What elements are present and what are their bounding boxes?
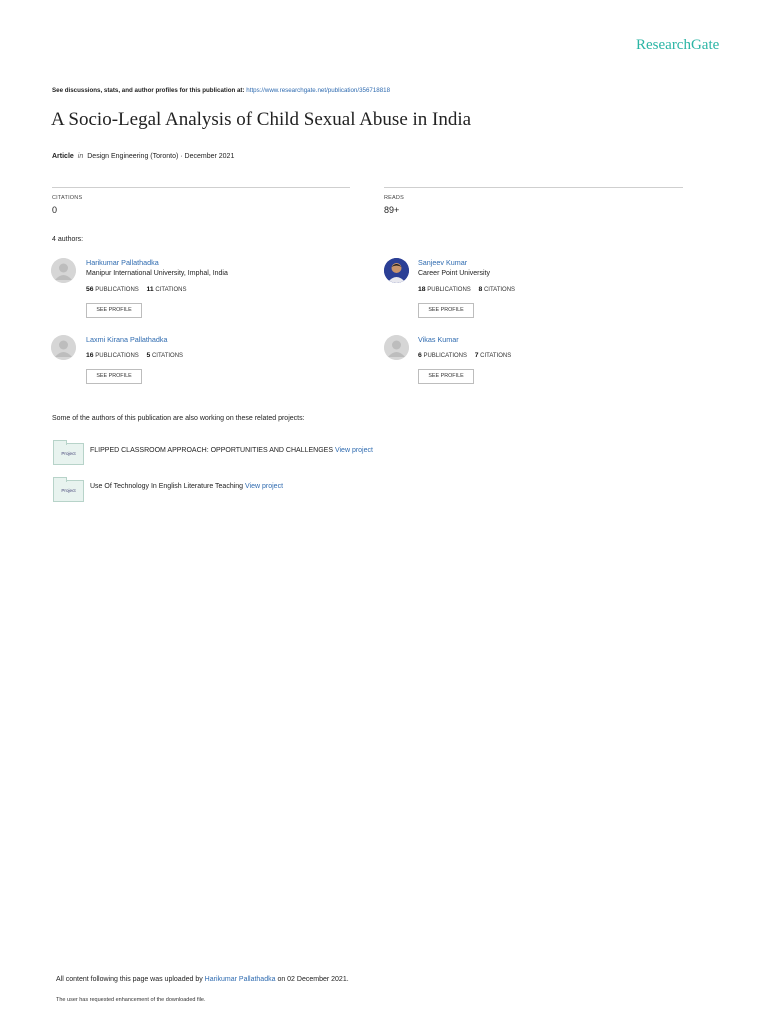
enhancement-note: The user has requested enhancement of the downloaded file. bbox=[56, 997, 206, 1003]
upload-note bbox=[56, 976, 349, 983]
see-profile-button[interactable]: SEE PROFILE bbox=[418, 369, 474, 384]
project-row bbox=[90, 483, 283, 490]
article-type: Article bbox=[52, 153, 74, 160]
see-profile-button[interactable]: SEE PROFILE bbox=[418, 303, 474, 318]
publications-label: PUBLICATIONS bbox=[423, 353, 468, 359]
author-affiliation: Career Point University bbox=[418, 270, 490, 277]
publication-url-link[interactable]: https://www.researchgate.net/publication/356718818 bbox=[246, 87, 391, 94]
project-folder-icon: Project bbox=[53, 480, 84, 502]
reads-value: 89+ bbox=[384, 205, 400, 215]
citations-count: 5 bbox=[146, 352, 151, 359]
photo-avatar-icon[interactable] bbox=[384, 258, 409, 283]
author-name-link[interactable]: Vikas Kumar bbox=[418, 335, 459, 344]
project-title: Use Of Technology In English Literature Teaching bbox=[90, 483, 244, 490]
in-label: in bbox=[77, 153, 84, 160]
see-profile-button[interactable]: SEE PROFILE bbox=[86, 303, 142, 318]
publication-meta bbox=[52, 153, 234, 160]
publications-count: 16 bbox=[86, 352, 94, 359]
citations-count: 11 bbox=[146, 286, 154, 293]
author-counts bbox=[86, 286, 186, 293]
project-row bbox=[90, 447, 373, 454]
citations-label: CITATIONS bbox=[155, 287, 187, 293]
disclaimer-text: See discussions, stats, and author profiles for this publication at: bbox=[52, 87, 245, 94]
author-counts bbox=[86, 352, 183, 359]
author-counts bbox=[418, 352, 511, 359]
view-project-link[interactable]: View project bbox=[245, 483, 284, 490]
page-title: A Socio-Legal Analysis of Child Sexual Abuse in India bbox=[51, 109, 472, 130]
disclaimer bbox=[52, 87, 390, 94]
project-folder-icon: Project bbox=[53, 443, 84, 465]
publications-label: PUBLICATIONS bbox=[95, 287, 139, 293]
citations-count: 8 bbox=[478, 286, 483, 293]
citations-value: 0 bbox=[52, 205, 58, 215]
citations-divider bbox=[52, 187, 350, 188]
journal-name: Design Engineering (Toronto) bbox=[87, 153, 179, 160]
author-affiliation: Manipur International University, Imphal, India bbox=[86, 270, 228, 277]
publications-count: 18 bbox=[418, 286, 426, 293]
project-title: FLIPPED CLASSROOM APPROACH: OPPORTUNITIES AND CHALLENGES bbox=[90, 447, 333, 454]
reads-divider bbox=[384, 187, 683, 188]
upload-prefix: All content following this page was uploaded by bbox=[56, 976, 203, 983]
related-projects-label: Some of the authors of this publication are also working on these related projects: bbox=[52, 415, 305, 422]
citations-label: CITATIONS bbox=[483, 287, 516, 293]
author-counts bbox=[418, 286, 515, 293]
view-project-link[interactable]: View project bbox=[334, 447, 373, 454]
publications-label: PUBLICATIONS bbox=[427, 287, 471, 293]
default-avatar-icon[interactable] bbox=[51, 258, 76, 283]
citations-label: CITATIONS bbox=[52, 195, 83, 201]
default-avatar-icon[interactable] bbox=[51, 335, 76, 360]
publications-count: 56 bbox=[86, 286, 94, 293]
default-avatar-icon[interactable] bbox=[384, 335, 409, 360]
publications-label: PUBLICATIONS bbox=[95, 353, 139, 359]
author-name-link[interactable]: Laxmi Kirana Pallathadka bbox=[86, 335, 168, 344]
upload-suffix: on 02 December 2021. bbox=[277, 976, 349, 983]
author-name-link[interactable]: Sanjeev Kumar bbox=[418, 258, 468, 267]
see-profile-button[interactable]: SEE PROFILE bbox=[86, 369, 142, 384]
uploader-link[interactable]: Harikumar Pallathadka bbox=[204, 976, 276, 983]
publications-count: 6 bbox=[418, 352, 422, 359]
reads-label: READS bbox=[384, 195, 404, 201]
citations-label: CITATIONS bbox=[480, 353, 512, 359]
author-name-link[interactable]: Harikumar Pallathadka bbox=[86, 258, 159, 267]
publication-date: · December 2021 bbox=[180, 153, 235, 160]
citations-label: CITATIONS bbox=[151, 353, 184, 359]
citations-count: 7 bbox=[474, 352, 479, 359]
authors-label: 4 authors: bbox=[52, 236, 84, 243]
researchgate-logo[interactable]: ResearchGate bbox=[636, 37, 720, 53]
